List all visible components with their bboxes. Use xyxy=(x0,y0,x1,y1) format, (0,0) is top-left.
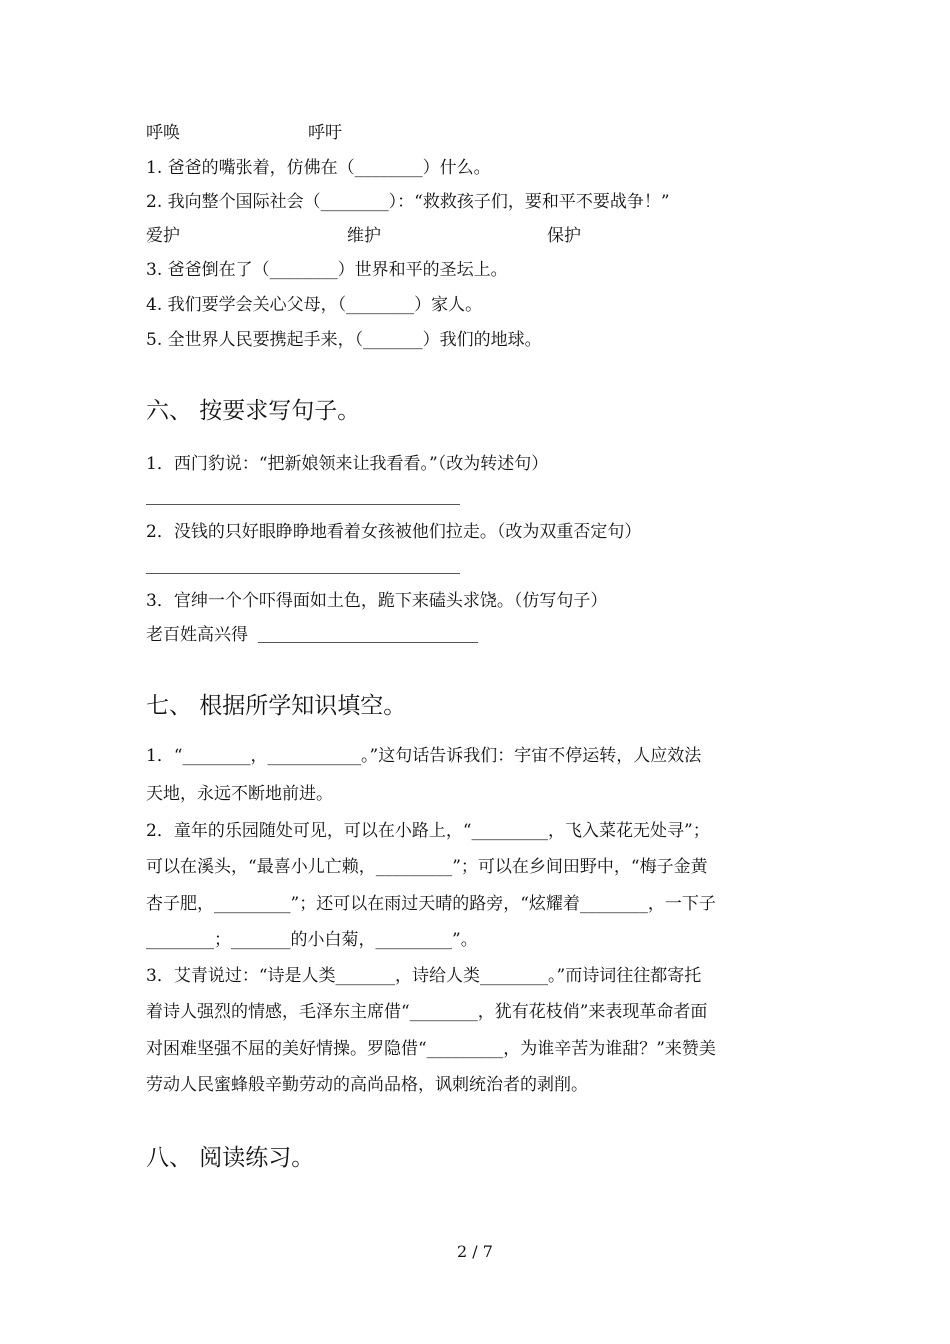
answer-line[interactable] xyxy=(146,573,460,574)
answer-line[interactable] xyxy=(258,642,478,643)
word-option: 保护 xyxy=(547,226,581,246)
question-6-1: 1．西门豹说：“把新娘领来让我看看。”（改为转述句） xyxy=(146,454,549,474)
fill-line: 对困难坚强不屈的美好情操。罗隐借“_________，为谁辛苦为谁甜？”来赞美 xyxy=(146,1039,716,1059)
question-5-4: 4. 我们要学会关心父母，（________）家人。 xyxy=(146,295,483,315)
fill-line: 3．艾青说过：“诗是人类_______，诗给人类________。”而诗词往往都寄托 xyxy=(146,966,702,986)
fill-line: 劳动人民蜜蜂般辛勤劳动的高尚品格，讽刺统治者的剥削。 xyxy=(146,1075,588,1095)
word-option: 维护 xyxy=(347,226,381,246)
question-6-3-prompt: 老百姓高兴得 xyxy=(146,625,248,645)
answer-line[interactable] xyxy=(146,504,460,505)
word-option: 呼吁 xyxy=(308,123,342,143)
fill-line: 天地，永远不断地前进。 xyxy=(146,784,333,804)
page-number: 2 / 7 xyxy=(457,1242,493,1261)
question-5-5: 5. 全世界人民要携起手来，（_______）我们的地球。 xyxy=(146,330,542,350)
question-6-3: 3．官绅一个个吓得面如土色，跪下来磕头求饶。（仿写句子） xyxy=(146,591,608,611)
fill-line: 可以在溪头，“最喜小儿亡赖，_________”；可以在乡间田野中，“梅子金黄 xyxy=(146,857,708,877)
fill-line: 着诗人强烈的情感，毛泽东主席借“________，犹有花枝俏”来表现革命者面 xyxy=(146,1002,708,1022)
word-option: 爱护 xyxy=(146,226,180,246)
section-7-heading: 七、 根据所学知识填空。 xyxy=(146,693,407,719)
section-6-heading: 六、 按要求写句子。 xyxy=(146,398,361,424)
question-6-2: 2．没钱的只好眼睁睁地看着女孩被他们拉走。（改为双重否定句） xyxy=(146,522,642,542)
fill-line: 2．童年的乐园随处可见，可以在小路上，“_________，飞入菜花无处寻”； xyxy=(146,821,710,841)
fill-line: ________；_______的小白菊，_________”。 xyxy=(146,930,478,950)
section-8-heading: 八、 阅读练习。 xyxy=(146,1145,315,1171)
fill-line: 杏子肥，_________”；还可以在雨过天晴的路旁，“炫耀着________，一下子 xyxy=(146,894,716,914)
question-5-3: 3. 爸爸倒在了（________）世界和平的圣坛上。 xyxy=(146,260,508,280)
question-5-2: 2. 我向整个国际社会（________）：“救救孩子们，要和平不要战争！” xyxy=(146,192,670,212)
question-5-1: 1. 爸爸的嘴张着，仿佛在（________）什么。 xyxy=(146,158,491,178)
fill-line: 1．“________，___________。”这句话告诉我们：宇宙不停运转，人应效法 xyxy=(146,746,702,766)
word-option: 呼唤 xyxy=(146,123,180,143)
